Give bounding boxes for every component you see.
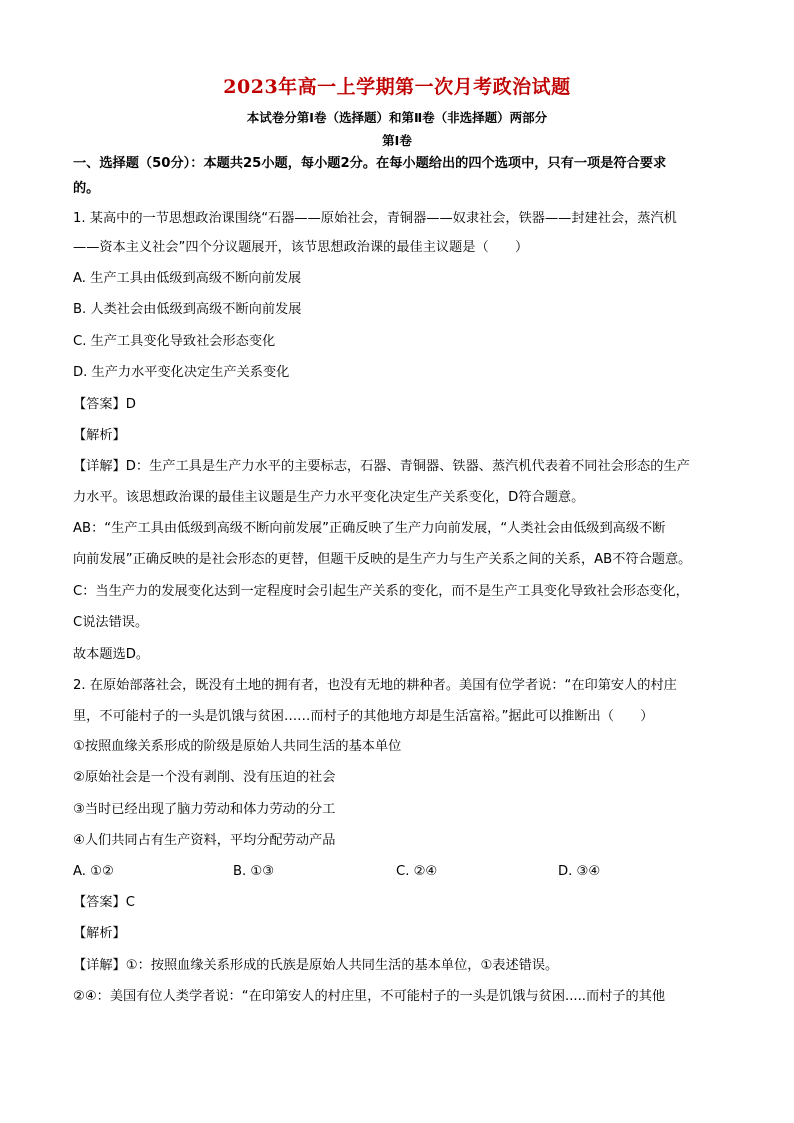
q2-stem: 2. 在原始部落社会，既没有土地的拥有者，也没有无地的耕种者。美国有位学者说：“在印第安人的村庄: [73, 678, 677, 693]
q2-item-4: ④人们共同占有生产资料，平均分配劳动产品: [73, 833, 336, 848]
q2-analysis-label: 【解析】: [73, 926, 126, 941]
q1-detail-c: C：当生产力的发展变化达到一定程度时会引起生产关系的变化，而不是生产工具变化导致社会形态变化，: [73, 584, 689, 599]
q1-stem: 1. 某高中的一节思想政治课围绕“石器——原始社会，青铜器——奴隶社会，铁器——封建社会，蒸汽机: [73, 211, 677, 226]
q2-item-2: ②原始社会是一个没有剥削、没有压迫的社会: [73, 770, 336, 785]
q2-stem-cont: 里，不可能村子的一头是饥饿与贫困……而村子的其他地方却是生活富裕。”据此可以推断出（ ）: [73, 709, 654, 724]
q1-option-b: B. 人类社会由低级到高级不断向前发展: [73, 302, 302, 317]
section-instruction: 一、选择题（50分）：本题共25小题，每小题2分。在每小题给出的四个选项中，只有一项是符合要求: [73, 156, 667, 171]
q2-option-d: D. ③④: [558, 864, 601, 879]
q1-detail-c-cont: C说法错误。: [73, 615, 149, 630]
q2-option-a: A. ①②: [73, 864, 114, 879]
section-instruction-cont: 的。: [73, 181, 100, 196]
q1-stem-cont: ——资本主义社会”四个分议题展开，该节思想政治课的最佳主议题是（ ）: [73, 240, 529, 255]
q2-option-c: C. ②④: [396, 864, 438, 879]
q1-detail-cont: 力水平。该思想政治课的最佳主议题是生产力水平变化决定生产关系变化，D符合题意。: [73, 490, 585, 505]
volume-heading: 第Ⅰ卷: [382, 133, 412, 148]
q2-answer: 【答案】C: [73, 895, 135, 910]
q1-option-a: A. 生产工具由低级到高级不断向前发展: [73, 271, 302, 286]
q1-analysis-label: 【解析】: [73, 428, 126, 443]
q2-item-1: ①按照血缘关系形成的阶级是原始人共同生活的基本单位: [73, 739, 402, 754]
q1-detail: 【详解】D：生产工具是生产力水平的主要标志，石器、青铜器、铁器、蒸汽机代表着不同社会形态的生产: [73, 459, 690, 474]
q2-item-3: ③当时已经出现了脑力劳动和体力劳动的分工: [73, 802, 336, 817]
q1-option-c: C. 生产工具变化导致社会形态变化: [73, 334, 276, 349]
exam-subtitle: 本试卷分第Ⅰ卷（选择题）和第Ⅱ卷（非选择题）两部分: [246, 110, 548, 125]
q1-detail-ab: AB：“生产工具由低级到高级不断向前发展”正确反映了生产力向前发展，“人类社会由低级到高级不断: [73, 521, 666, 536]
q2-detail-cont: ②④：美国有位人类学者说：“在印第安人的村庄里，不可能村子的一头是饥饿与贫困.....而村子的其他: [73, 989, 666, 1004]
page-title: 2023年高一上学期第一次月考政治试题: [223, 76, 571, 98]
q1-detail-ab-cont: 向前发展”正确反映的是社会形态的更替，但题干反映的是生产力与生产关系之间的关系，AB不符合题意。: [73, 552, 692, 567]
q2-detail: 【详解】①：按照血缘关系形成的氏族是原始人共同生活的基本单位，①表述错误。: [73, 958, 559, 973]
q1-option-d: D. 生产力水平变化决定生产关系变化: [73, 365, 290, 380]
q2-option-b: B. ①③: [233, 864, 275, 879]
q1-answer: 【答案】D: [73, 397, 136, 412]
q1-conclusion: 故本题选D。: [73, 647, 150, 662]
